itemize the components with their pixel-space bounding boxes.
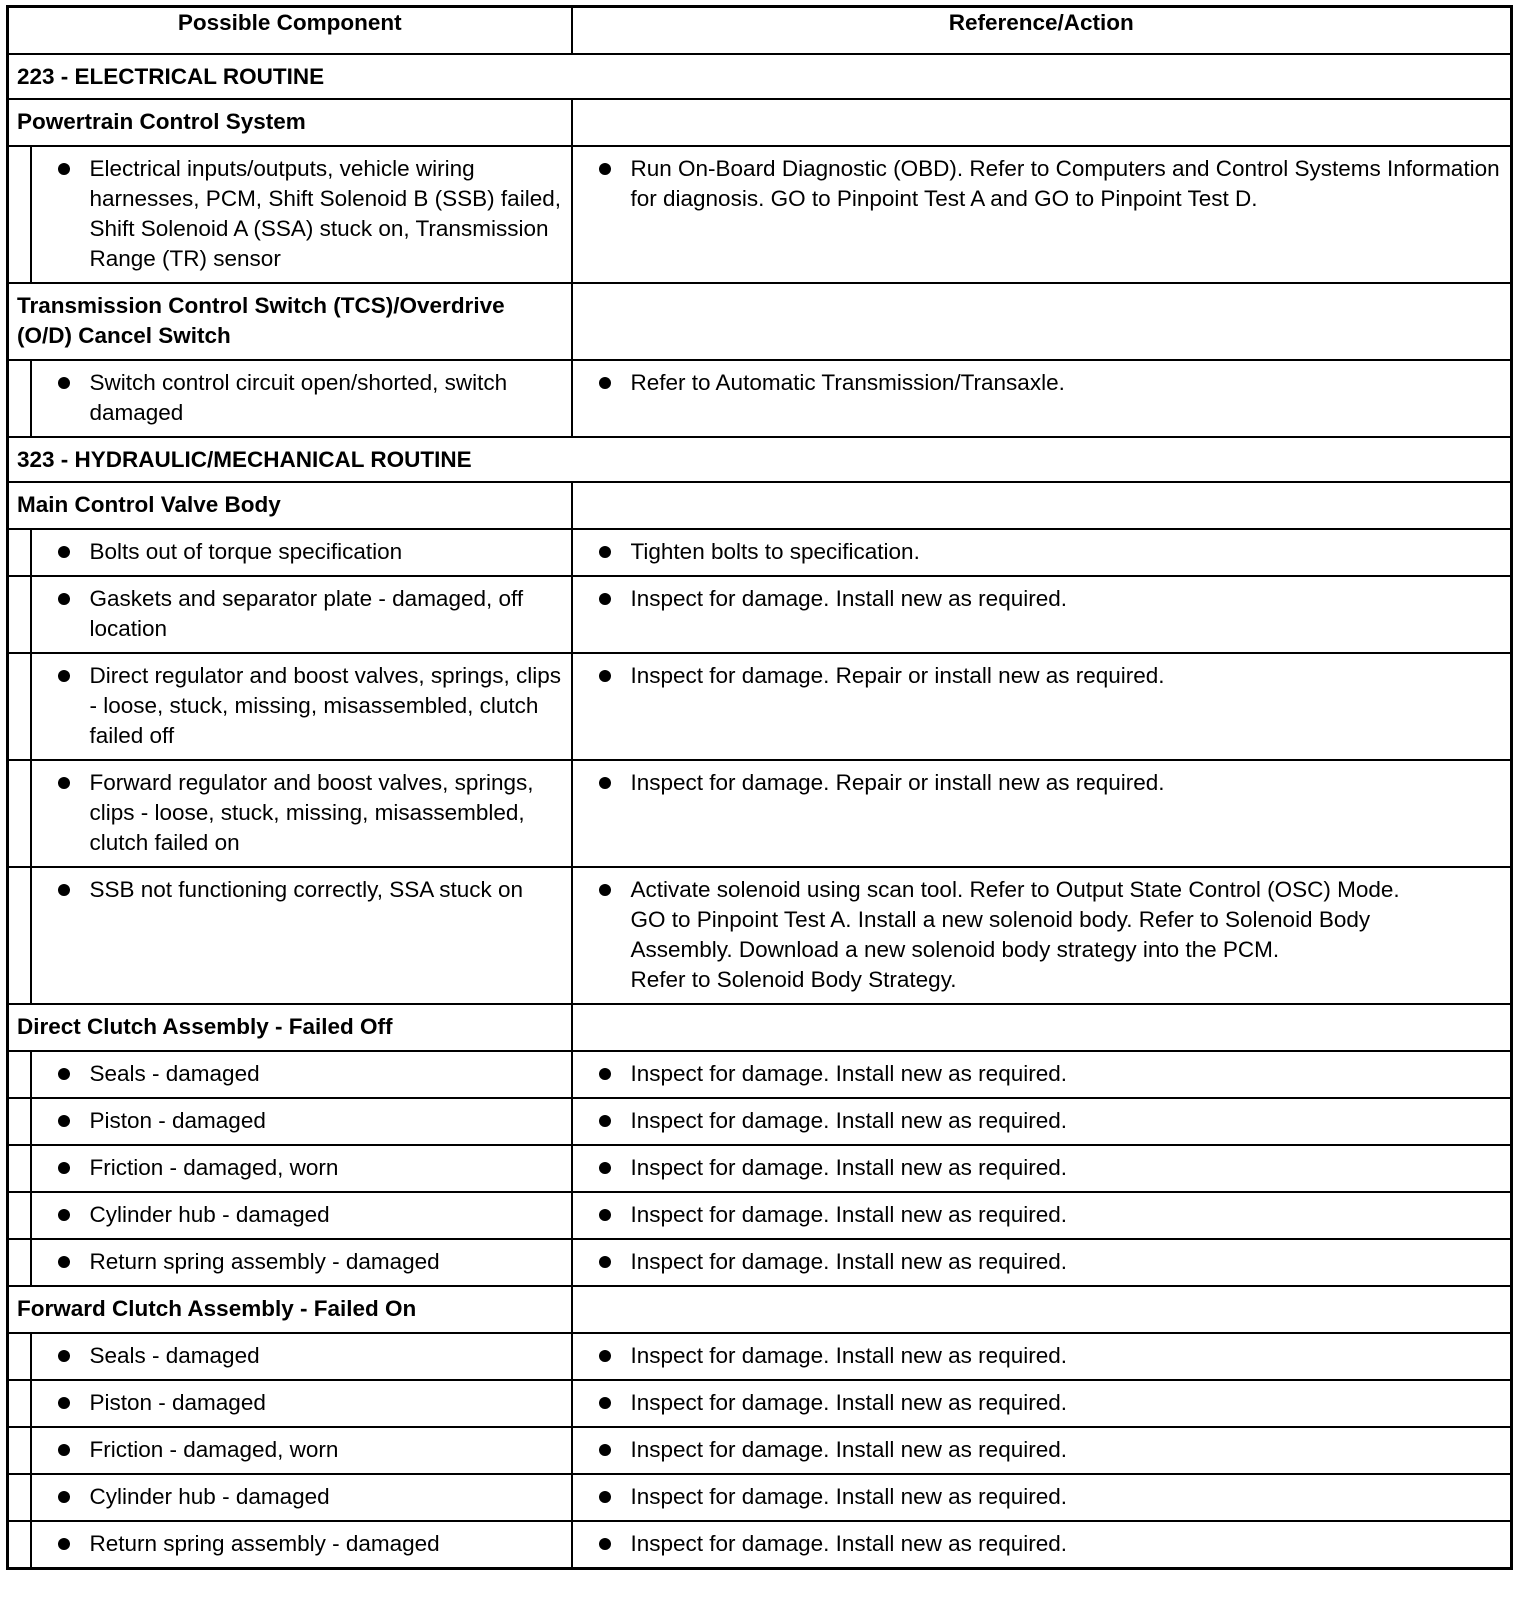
bullet-icon: [599, 1491, 611, 1503]
bullet-icon: [58, 1491, 70, 1503]
bullet-icon: [599, 593, 611, 605]
bullet-text: [32, 1059, 563, 1089]
bullet-text: [32, 537, 563, 567]
table-row: [8, 1145, 1512, 1192]
table-body: [8, 54, 1512, 1569]
diagnostic-table-wrapper: [6, 5, 1513, 1570]
indent-cell: [8, 1333, 31, 1380]
bullet-icon: [599, 670, 611, 682]
action-line: Activate solenoid using scan tool. Refer to Output State Control (OSC) Mode.: [630, 877, 1400, 902]
bullet-icon: [58, 1068, 70, 1080]
component-action-empty: [572, 1286, 1512, 1333]
possible-cause-cell: [31, 576, 572, 653]
table-row: [8, 529, 1512, 576]
reference-action-cell: [572, 653, 1512, 760]
bullet-icon: [58, 777, 70, 789]
component-action-empty: [572, 1004, 1512, 1051]
bullet-icon: [58, 546, 70, 558]
bullet-text: [32, 1106, 563, 1136]
bullet-content: Return spring assembly - damaged: [89, 1531, 440, 1556]
bullet-icon: [58, 1209, 70, 1221]
reference-action-cell: [572, 1474, 1512, 1521]
reference-action-cell: [572, 146, 1512, 283]
bullet-icon: [58, 593, 70, 605]
routine-title: 323 - HYDRAULIC/MECHANICAL ROUTINE: [8, 437, 1512, 482]
bullet-text: [573, 1341, 1503, 1371]
header-reference-action: Reference/Action: [572, 7, 1512, 55]
routine-title: 223 - ELECTRICAL ROUTINE: [8, 54, 1512, 99]
bullet-icon: [58, 377, 70, 389]
table-row: [8, 653, 1512, 760]
table-row: [8, 1521, 1512, 1569]
bullet-text: [32, 1435, 563, 1465]
indent-cell: [8, 1380, 31, 1427]
bullet-text: [32, 1247, 563, 1277]
bullet-icon: [58, 1162, 70, 1174]
bullet-icon: [58, 1397, 70, 1409]
indent-cell: [8, 529, 31, 576]
bullet-text: [32, 1341, 563, 1371]
bullet-text: [573, 537, 1503, 567]
bullet-text: [573, 368, 1503, 398]
bullet-icon: [599, 1256, 611, 1268]
bullet-content: Tighten bolts to specification.: [630, 539, 920, 564]
bullet-text: [573, 1059, 1503, 1089]
possible-cause-cell: [31, 1474, 572, 1521]
bullet-text: [573, 661, 1503, 691]
table-row: [8, 1051, 1512, 1098]
bullet-text: [573, 875, 1503, 995]
reference-action-cell: [572, 867, 1512, 1004]
reference-action-cell: [572, 360, 1512, 437]
reference-action-cell: [572, 1192, 1512, 1239]
bullet-icon: [599, 1162, 611, 1174]
bullet-content: Piston - damaged: [89, 1390, 266, 1415]
component-title: Direct Clutch Assembly - Failed Off: [8, 1004, 572, 1051]
table-row: [8, 1427, 1512, 1474]
bullet-icon: [58, 1538, 70, 1550]
table-row: [8, 867, 1512, 1004]
indent-cell: [8, 653, 31, 760]
bullet-icon: [599, 163, 611, 175]
bullet-text: [32, 368, 563, 428]
bullet-content: Gaskets and separator plate - damaged, off location: [89, 586, 524, 641]
bullet-content: Inspect for damage. Repair or install new as required.: [630, 770, 1165, 795]
bullet-content: Friction - damaged, worn: [89, 1437, 339, 1462]
reference-action-cell: [572, 1427, 1512, 1474]
action-line: Refer to Solenoid Body Strategy.: [630, 967, 957, 992]
possible-cause-cell: [31, 760, 572, 867]
bullet-content: Inspect for damage. Install new as required.: [630, 1202, 1067, 1227]
bullet-content: Inspect for damage. Install new as required.: [630, 586, 1067, 611]
bullet-content: Inspect for damage. Install new as required.: [630, 1390, 1067, 1415]
possible-cause-cell: [31, 867, 572, 1004]
bullet-icon: [58, 884, 70, 896]
bullet-text: [573, 584, 1503, 614]
bullet-content: Electrical inputs/outputs, vehicle wiring harnesses, PCM, Shift Solenoid B (SSB) failed, Shift Solenoid A (SSA) stuck on, Transmission Range (TR) sensor: [89, 156, 561, 271]
possible-cause-cell: [31, 1427, 572, 1474]
bullet-text: [32, 1529, 563, 1559]
bullet-icon: [599, 1209, 611, 1221]
table-row: [8, 1098, 1512, 1145]
component-row: [8, 482, 1512, 529]
possible-cause-cell: [31, 1192, 572, 1239]
bullet-content: Inspect for damage. Install new as required.: [630, 1108, 1067, 1133]
reference-action-cell: [572, 1239, 1512, 1286]
action-line: GO to Pinpoint Test A. Install a new solenoid body. Refer to Solenoid Body: [630, 907, 1371, 932]
indent-cell: [8, 1521, 31, 1569]
component-action-empty: [572, 283, 1512, 360]
bullet-content: Inspect for damage. Install new as required.: [630, 1061, 1067, 1086]
bullet-content: Seals - damaged: [89, 1061, 260, 1086]
bullet-content: Cylinder hub - damaged: [89, 1202, 330, 1227]
component-title: Powertrain Control System: [8, 99, 572, 146]
header-possible-component: Possible Component: [8, 7, 572, 55]
bullet-content: Friction - damaged, worn: [89, 1155, 339, 1180]
reference-action-cell: [572, 1145, 1512, 1192]
possible-cause-cell: [31, 1098, 572, 1145]
possible-cause-cell: [31, 653, 572, 760]
reference-action-cell: [572, 1380, 1512, 1427]
table-row: [8, 1333, 1512, 1380]
indent-cell: [8, 1098, 31, 1145]
bullet-icon: [58, 1115, 70, 1127]
bullet-icon: [58, 1444, 70, 1456]
bullet-content: Run On-Board Diagnostic (OBD). Refer to Computers and Control Systems Information for diagnosis. GO to Pinpoint Test A and GO to Pinpoint Test D.: [630, 156, 1500, 211]
bullet-content: Bolts out of torque specification: [89, 539, 403, 564]
bullet-text: [573, 1529, 1503, 1559]
bullet-content: Return spring assembly - damaged: [89, 1249, 440, 1274]
possible-cause-cell: [31, 1333, 572, 1380]
bullet-content: Inspect for damage. Install new as required.: [630, 1437, 1067, 1462]
indent-cell: [8, 1145, 31, 1192]
bullet-content: Inspect for damage. Install new as required.: [630, 1484, 1067, 1509]
indent-cell: [8, 576, 31, 653]
bullet-content: Inspect for damage. Install new as required.: [630, 1343, 1067, 1368]
reference-action-cell: [572, 1098, 1512, 1145]
bullet-text: [573, 1435, 1503, 1465]
indent-cell: [8, 1192, 31, 1239]
table-row: [8, 1192, 1512, 1239]
possible-cause-cell: [31, 529, 572, 576]
component-title: Forward Clutch Assembly - Failed On: [8, 1286, 572, 1333]
header-row: [8, 7, 1512, 55]
reference-action-cell: [572, 1051, 1512, 1098]
bullet-icon: [599, 1397, 611, 1409]
bullet-icon: [599, 1115, 611, 1127]
component-title: Transmission Control Switch (TCS)/Overdrive (O/D) Cancel Switch: [8, 283, 572, 360]
indent-cell: [8, 360, 31, 437]
bullet-text: [573, 1106, 1503, 1136]
bullet-icon: [599, 1538, 611, 1550]
component-row: [8, 283, 1512, 360]
component-title: Main Control Valve Body: [8, 482, 572, 529]
indent-cell: [8, 760, 31, 867]
bullet-text: [32, 154, 563, 274]
table-row: [8, 1239, 1512, 1286]
bullet-text: [573, 1388, 1503, 1418]
bullet-icon: [58, 163, 70, 175]
bullet-icon: [599, 377, 611, 389]
reference-action-cell: [572, 1521, 1512, 1569]
bullet-icon: [599, 1350, 611, 1362]
possible-cause-cell: [31, 1051, 572, 1098]
bullet-content: Forward regulator and boost valves, springs, clips - loose, stuck, missing, misassembled, clutch failed on: [89, 770, 534, 855]
indent-cell: [8, 1051, 31, 1098]
possible-cause-cell: [31, 1521, 572, 1569]
bullet-icon: [58, 1256, 70, 1268]
bullet-icon: [599, 546, 611, 558]
bullet-content: Direct regulator and boost valves, springs, clips - loose, stuck, missing, misassembled, clutch failed off: [89, 663, 561, 748]
component-row: [8, 1286, 1512, 1333]
routine-row: [8, 54, 1512, 99]
bullet-content: Inspect for damage. Install new as required.: [630, 1249, 1067, 1274]
component-action-empty: [572, 99, 1512, 146]
indent-cell: [8, 1474, 31, 1521]
bullet-text: [32, 768, 563, 858]
indent-cell: [8, 867, 31, 1004]
bullet-text: [32, 1200, 563, 1230]
reference-action-cell: [572, 529, 1512, 576]
possible-cause-cell: [31, 1145, 572, 1192]
component-row: [8, 1004, 1512, 1051]
indent-cell: [8, 146, 31, 283]
routine-row: [8, 437, 1512, 482]
bullet-content: Seals - damaged: [89, 1343, 260, 1368]
component-action-empty: [572, 482, 1512, 529]
reference-action-cell: [572, 760, 1512, 867]
reference-action-cell: [572, 1333, 1512, 1380]
bullet-text: [32, 584, 563, 644]
bullet-text: [32, 1482, 563, 1512]
possible-cause-cell: [31, 1239, 572, 1286]
bullet-text: [32, 1388, 563, 1418]
reference-action-cell: [572, 576, 1512, 653]
bullet-icon: [599, 777, 611, 789]
bullet-content: Refer to Automatic Transmission/Transaxle.: [630, 370, 1065, 395]
bullet-content: Cylinder hub - damaged: [89, 1484, 330, 1509]
table-row: [8, 1380, 1512, 1427]
action-line: Assembly. Download a new solenoid body strategy into the PCM.: [630, 937, 1280, 962]
bullet-text: [32, 661, 563, 751]
bullet-icon: [58, 670, 70, 682]
component-row: [8, 99, 1512, 146]
bullet-content: Inspect for damage. Repair or install new as required.: [630, 663, 1165, 688]
bullet-text: [573, 1153, 1503, 1183]
bullet-text: [573, 1200, 1503, 1230]
bullet-content: Inspect for damage. Install new as required.: [630, 1531, 1067, 1556]
bullet-text: [573, 768, 1503, 798]
bullet-icon: [599, 884, 611, 896]
bullet-text: [32, 875, 563, 905]
bullet-text: [32, 1153, 563, 1183]
bullet-text: [573, 1247, 1503, 1277]
bullet-icon: [599, 1068, 611, 1080]
table-row: [8, 1474, 1512, 1521]
bullet-content: Inspect for damage. Install new as required.: [630, 1155, 1067, 1180]
possible-cause-cell: [31, 1380, 572, 1427]
bullet-text: [573, 1482, 1503, 1512]
bullet-content: Switch control circuit open/shorted, switch damaged: [89, 370, 508, 425]
possible-cause-cell: [31, 360, 572, 437]
bullet-text: [573, 154, 1503, 214]
bullet-content: Piston - damaged: [89, 1108, 266, 1133]
diagnostic-table: [6, 5, 1513, 1570]
bullet-content: SSB not functioning correctly, SSA stuck on: [89, 877, 524, 902]
indent-cell: [8, 1427, 31, 1474]
table-row: [8, 760, 1512, 867]
table-row: [8, 576, 1512, 653]
possible-cause-cell: [31, 146, 572, 283]
table-row: [8, 146, 1512, 283]
table-row: [8, 360, 1512, 437]
indent-cell: [8, 1239, 31, 1286]
bullet-icon: [599, 1444, 611, 1456]
bullet-icon: [58, 1350, 70, 1362]
bullet-content: [631, 875, 1503, 995]
